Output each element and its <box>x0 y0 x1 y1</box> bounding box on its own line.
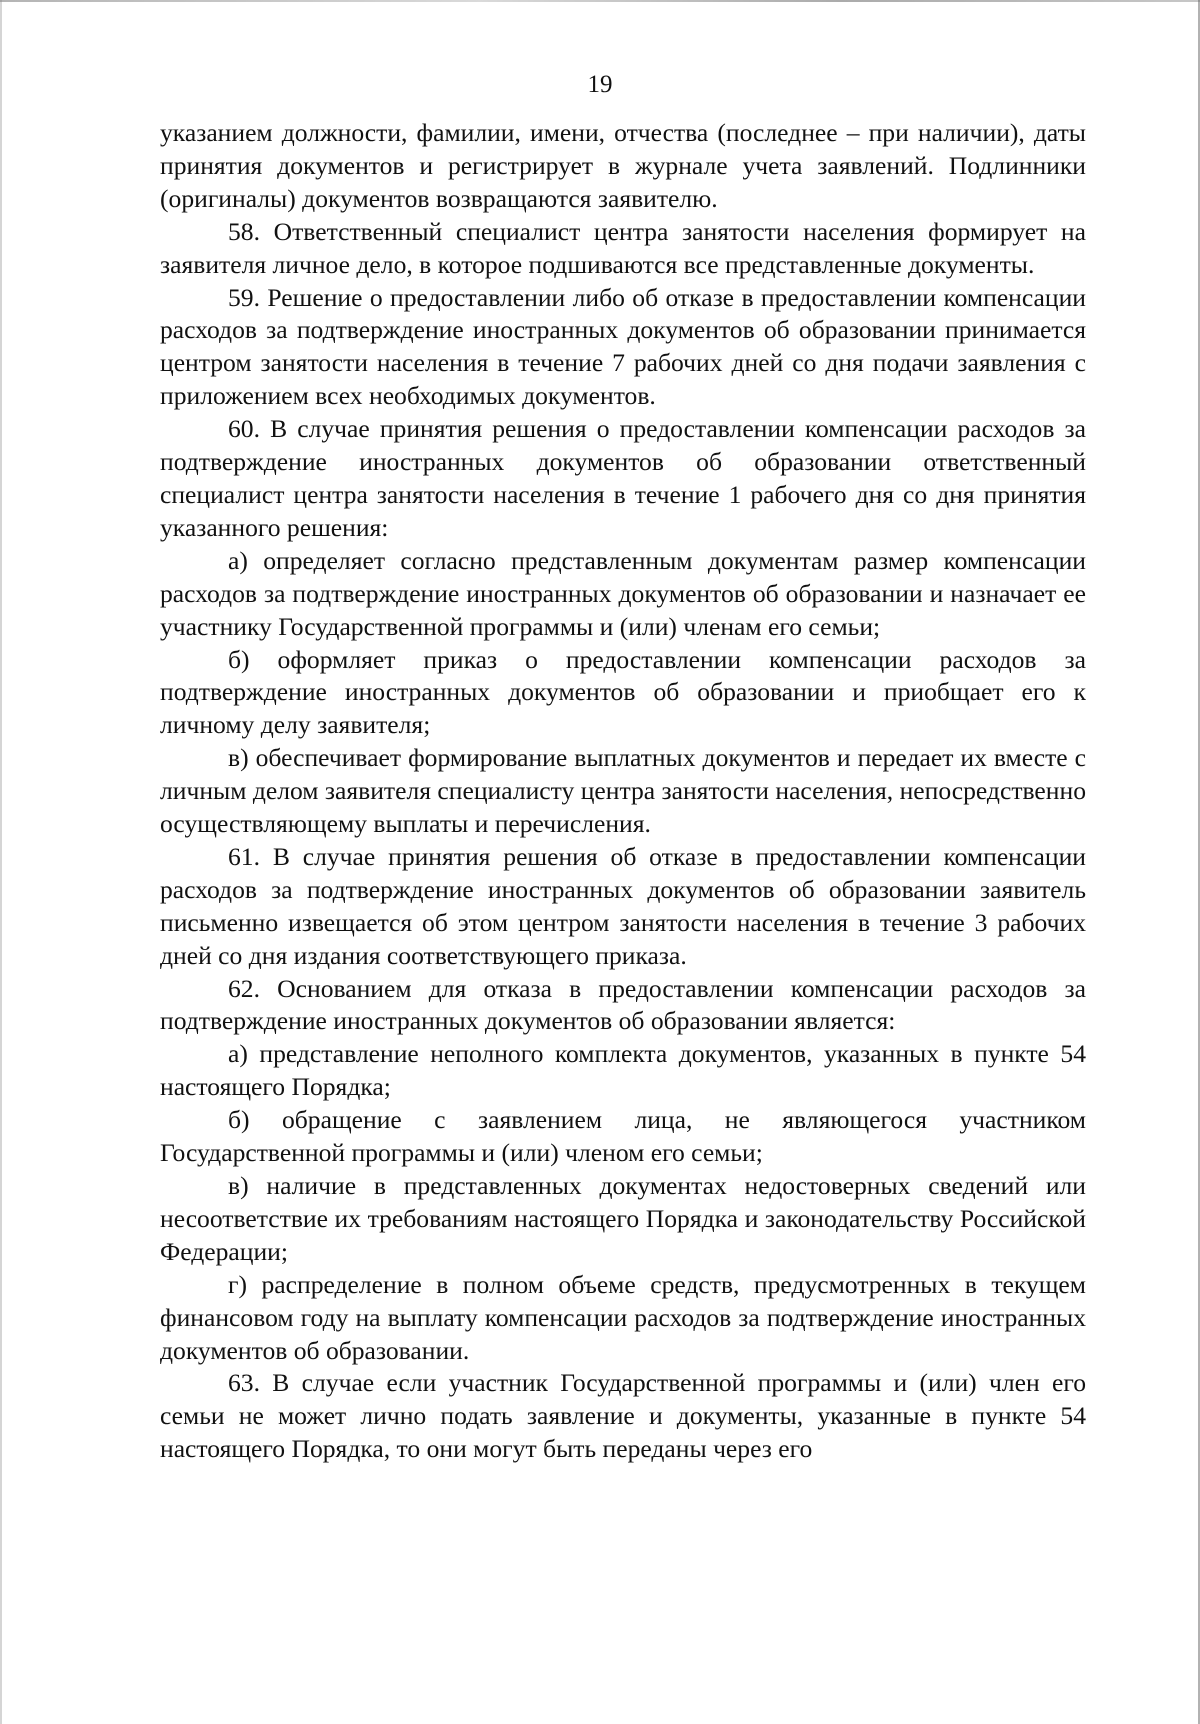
paragraph-62-b: б) обращение с заявлением лица, не являющегося участником Государственной программы и (или) членом его семьи; <box>160 1105 1086 1168</box>
paragraph-60-v: в) обеспечивает формирование выплатных документов и передает их вместе с личным делом заявителя специалисту центра занятости населения, непосредственно осуществляющему выплаты и перечисления. <box>160 743 1086 839</box>
scan-edge-left <box>0 0 2 1724</box>
paragraph-60-b: б) оформляет приказ о предоставлении компенсации расходов за подтверждение иностранных документов об образовании и приобщает его к личному делу заявителя; <box>160 644 1086 740</box>
scan-edge-top <box>0 0 1200 2</box>
paragraph-59: 59. Решение о предоставлении либо об отказе в предоставлении компенсации расходов за подтверждение иностранных документов об образовании принимается центром занятости населения в течение 7 рабочих дней со дня подачи заявления с приложением всех необходимых документов. <box>160 282 1086 411</box>
paragraph-62-a: а) представление неполного комплекта документов, указанных в пункте 54 настоящего Порядка; <box>160 1039 1086 1102</box>
paragraph-61: 61. В случае принятия решения об отказе в предоставлении компенсации расходов за подтверждение иностранных документов об образовании заявитель письменно извещается об этом центром занятости населения в течение 3 рабочих дней со дня издания соответствующего приказа. <box>160 841 1086 970</box>
paragraph-continuation: указанием должности, фамилии, имени, отчества (последнее – при наличии), даты принятия документов и регистрирует в журнале учета заявлений. Подлинники (оригиналы) документов возвращаются заявителю. <box>160 118 1086 213</box>
paragraph-60: 60. В случае принятия решения о предоставлении компенсации расходов за подтверждение иностранных документов об образовании ответственный специалист центра занятости населения в течение 1 рабочего дня со дня принятия указанного решения: <box>160 414 1086 542</box>
paragraph-63: 63. В случае если участник Государственной программы и (или) член его семьи не может лично подать заявление и документы, указанные в пункте 54 настоящего Порядка, то они могут быть переданы через его <box>160 1368 1086 1464</box>
document-text-body <box>160 117 1086 1466</box>
paragraph-60-a: а) определяет согласно представленным документам размер компенсации расходов за подтверждение иностранных документов об образовании и назначает ее участнику Государственной программы и (или) членам его семьи; <box>160 545 1086 641</box>
paragraph-62: 62. Основанием для отказа в предоставлении компенсации расходов за подтверждение иностранных документов об образовании является: <box>160 973 1086 1036</box>
paragraph-62-g: г) распределение в полном объеме средств, предусмотренных в текущем финансовом году на выплату компенсации расходов за подтверждение иностранных документов об образовании. <box>160 1269 1086 1365</box>
page-number: 19 <box>587 71 613 98</box>
paragraph-62-v: в) наличие в представленных документах недостоверных сведений или несоответствие их требованиям настоящего Порядка и законодательству Российской Федерации; <box>160 1171 1086 1266</box>
paragraph-58: 58. Ответственный специалист центра занятости населения формирует на заявителя личное дело, в которое подшиваются все представленные документы. <box>160 216 1086 279</box>
